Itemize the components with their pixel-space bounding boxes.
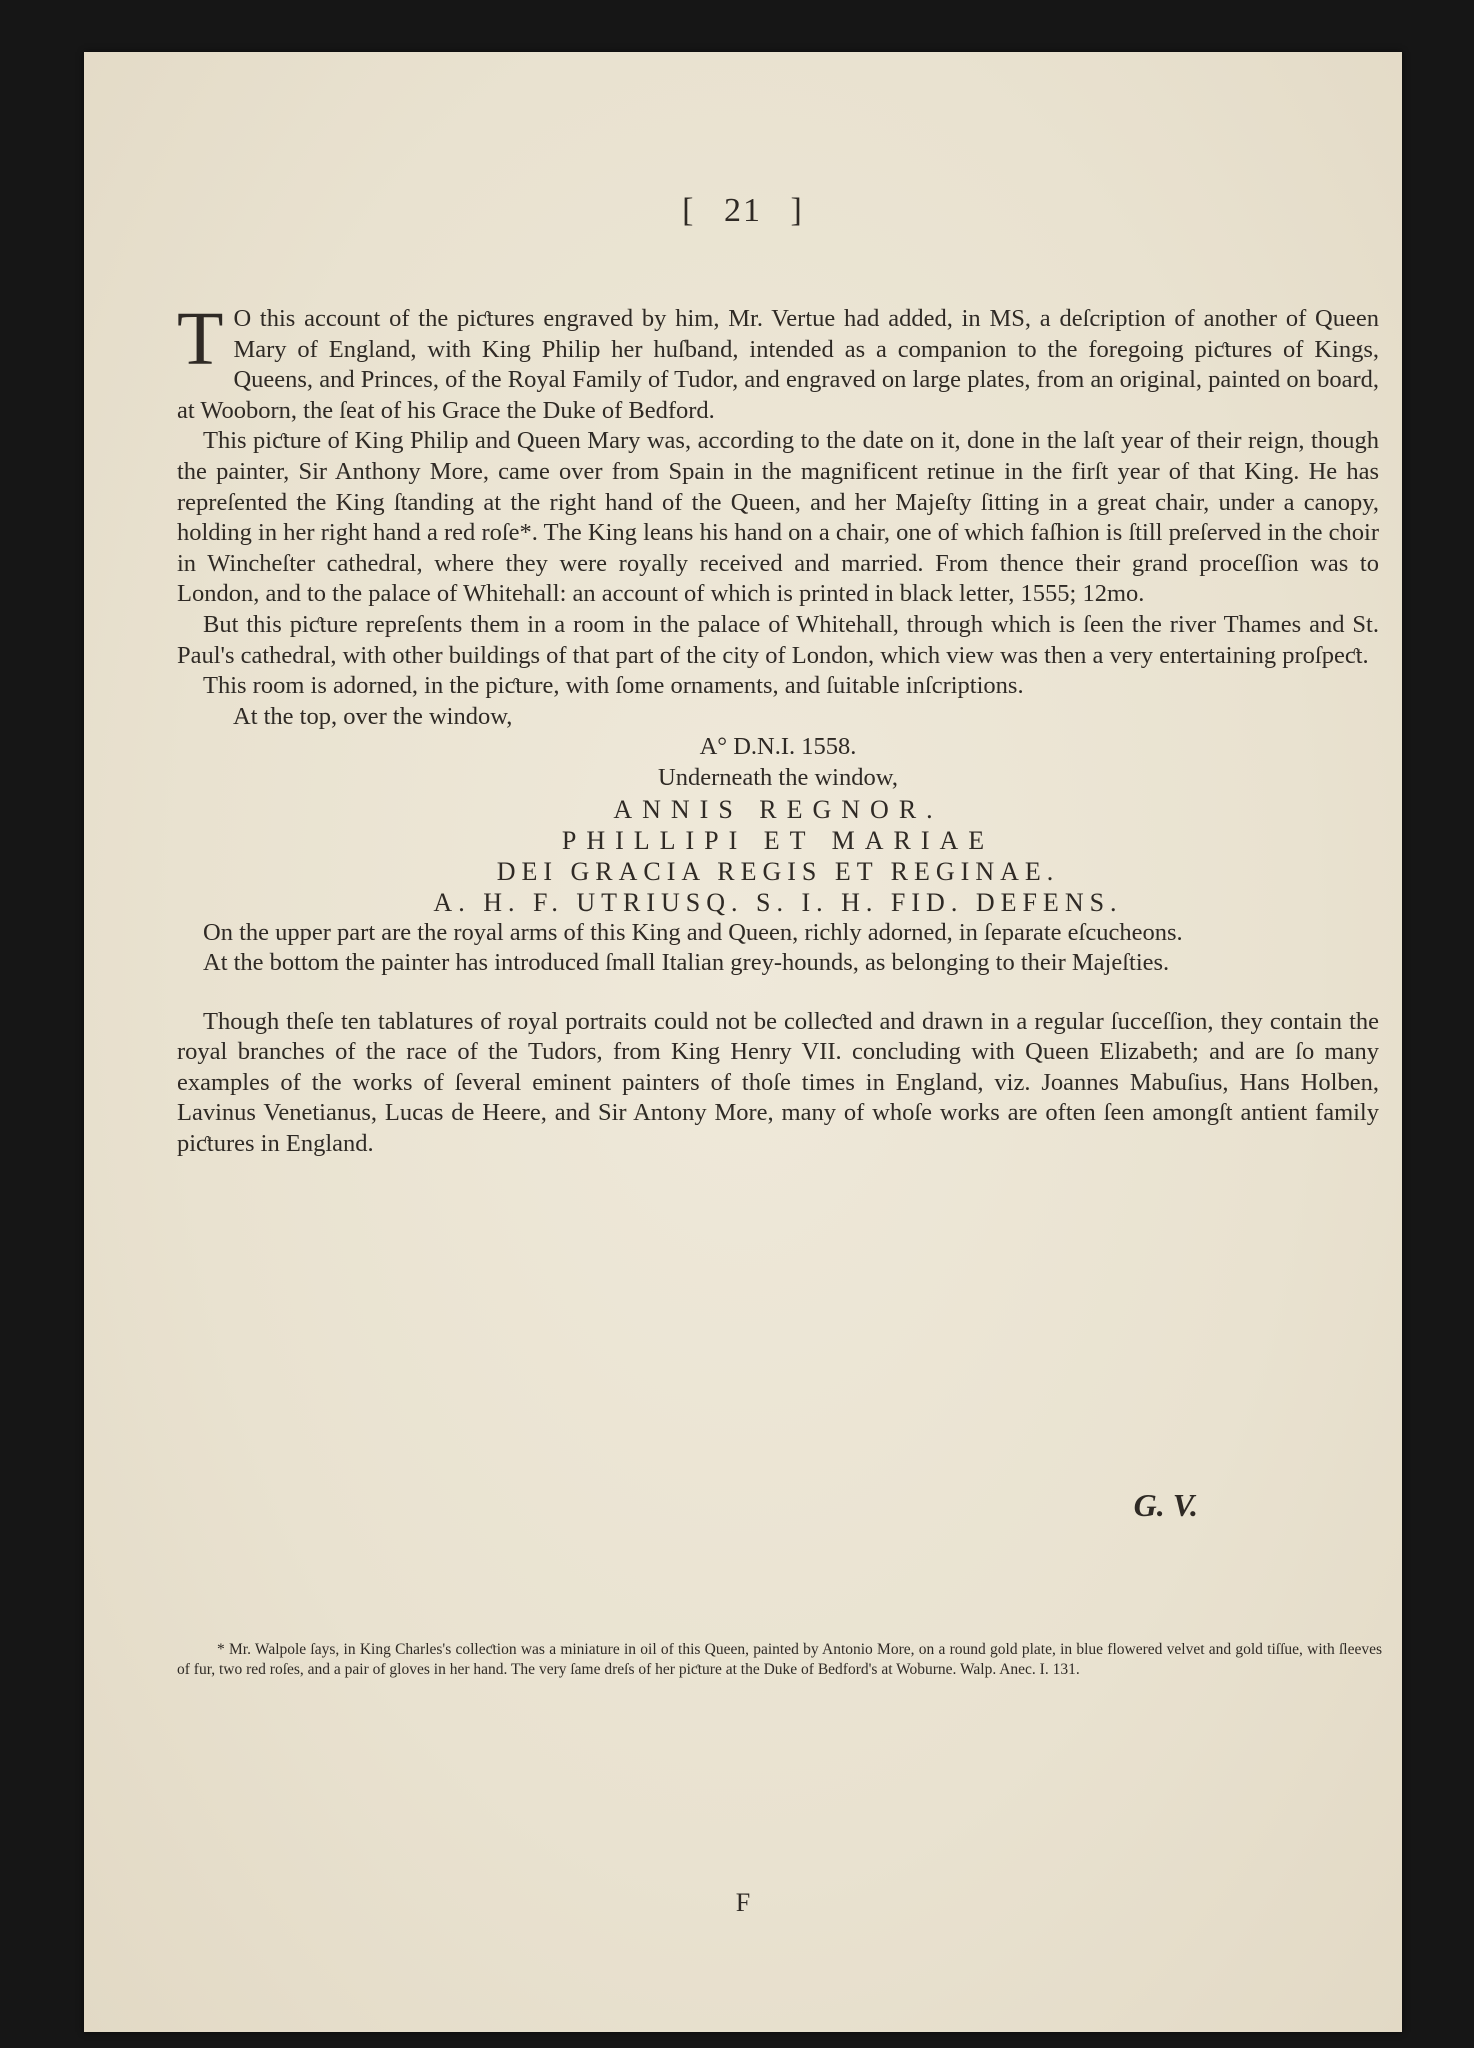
folio-close-bracket: ]: [790, 192, 804, 229]
paragraph-4: This room is adorned, in the piƈture, with ſome ornaments, and ſuitable inſcriptions.: [203, 672, 1024, 700]
paragraph-3: But this piƈture repreſents them in a room in the palace of Whitehall, through which is ſeen the river Thames and St. Paul's cathedral, with other buildings of that part of the city of London, which view was then a very entertaining proſpeƈt.: [177, 610, 1379, 669]
paragraph-2: This piƈture of King Philip and Queen Mary was, according to the date on it, done in the laſt year of their reign, though the painter, Sir Anthony More, came over from Spain in the magnificent retinue in the firſt year of that King. He has repreſented the King ſtanding at the right hand of the Queen, and her Majeſty ſitting in a great chair, under a canopy, holding in her right hand a red roſe*. The King leans his hand on a chair, one of which faſhion is ſtill preſerved in the choir in Wincheſter cathedral, where they were royally received and married. From thence their grand proceſſion was to London, and to the palace of Whitehall: an account of which is printed in black letter, 1555; 12mo.: [177, 427, 1379, 608]
inscription-date: A° D.N.I. 1558.: [699, 733, 857, 761]
folio-open-bracket: [: [682, 192, 696, 229]
drop-cap: T: [177, 297, 224, 381]
inscription-line-2: PHILLIPI ET MARIAE: [561, 825, 995, 855]
paragraph-1-text: O this account of the piƈtures engraved by him, Mr. Vertue had added, in MS, a deſcription of another of Queen Mary of England, with King Philip her huſband, intended as a companion to the foregoing piƈtures of Kings, Queens, and Princes, of the Royal Family of Tudor, and engraved on large plates, from an original, painted on board, at Wooborn, the ſeat of his Grace the Duke of Bedford.: [177, 305, 1379, 424]
page-number: 21: [724, 192, 762, 229]
paragraph-8: Though theſe ten tablatures of royal portraits could not be colleƈted and drawn in a regular ſucceſſion, they contain the royal branches of the race of the Tudors, from King Henry VII. concluding with Queen Elizabeth; and are ſo many examples of the works of ſeveral eminent painters of thoſe times in England, viz. Joannes Mabuſius, Hans Holben, Lavinus Venetianus, Lucas de Heere, and Sir Antony More, many of whoſe works are often ſeen amongſt antient family piƈtures in England.: [177, 1007, 1379, 1158]
inscription-underneath: Underneath the window,: [658, 763, 898, 791]
document-page: [84, 52, 1402, 2032]
inscription-line-4: A. H. F. UTRIUSQ. S. I. H. FID. DEFENS.: [433, 887, 1123, 917]
page-folio: [84, 192, 1402, 230]
inscription-line-1: ANNIS REGNOR.: [613, 794, 943, 824]
paragraph-5: At the top, over the window,: [233, 702, 513, 730]
text-body: [177, 297, 1379, 1160]
paragraph-1: [177, 297, 1379, 426]
author-initials: G. V.: [1133, 1487, 1198, 1523]
paragraph-7: At the bottom the painter has introduced ſmall Italian grey-hounds, as belonging to their Majeſties.: [203, 949, 1170, 977]
inscription-line-3: DEI GRACIA REGIS ET REGINAE.: [496, 856, 1060, 886]
signature-mark: F: [735, 1888, 751, 1917]
paragraph-6: On the upper part are the royal arms of this King and Queen, richly adorned, in ſeparate eſcucheons.: [203, 918, 1183, 946]
paragraph-gap: [177, 979, 1379, 1007]
footnote: * Mr. Walpole ſays, in King Charles's colleƈtion was a miniature in oil of this Queen, painted by Antonio More, on a round gold plate, in blue flowered velvet and gold tiſſue, with ſleeves of fur, two red roſes, and a pair of gloves in her hand. The very ſame dreſs of her piƈture at the Duke of Bedford's at Woburne. Walp. Anec. I. 131.: [177, 1641, 1382, 1678]
